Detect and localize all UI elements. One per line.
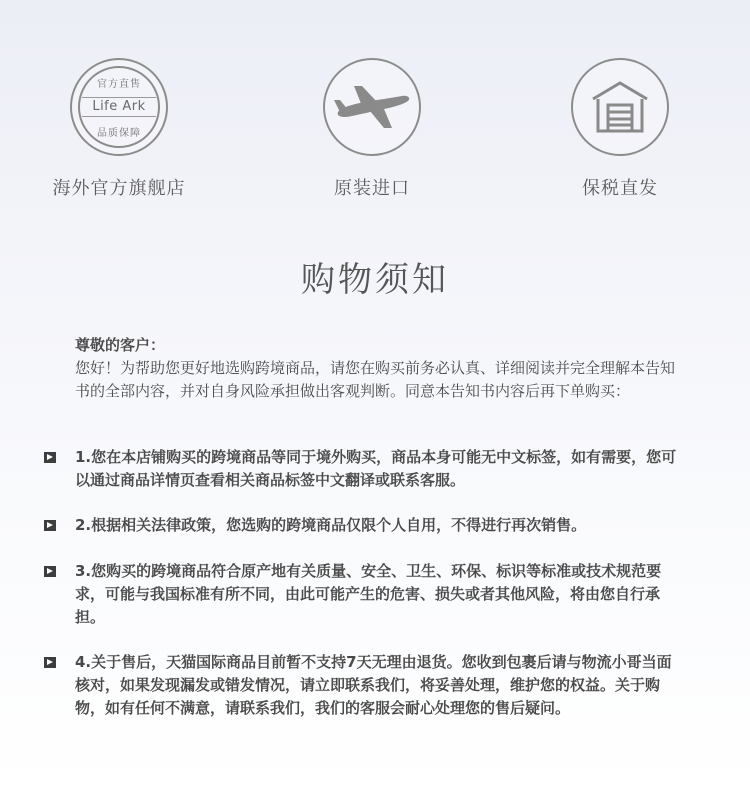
warehouse-icon: [571, 58, 669, 156]
seal-bottom-text: 品质保障: [97, 128, 141, 139]
play-bullet-icon: [44, 566, 56, 577]
play-bullet-icon: [44, 452, 56, 463]
intro-block: [75, 334, 685, 403]
play-bullet-icon: [44, 520, 56, 531]
list-item-text: 1.您在本店铺购买的跨境商品等同于境外购买，商品本身可能无中文标签，如有需要，您可以通过商品详情页查看相关商品标签中文翻译或联系客服。: [75, 448, 677, 489]
feature-label: 保税直发: [582, 178, 658, 199]
play-bullet-icon: [44, 657, 56, 668]
intro-body: 您好！为帮助您更好地选购跨境商品，请您在购买前务必认真、详细阅读并完全理解本告知书的全部内容，并对自身风险承担做出客观判断。同意本告知书内容后再下单购买：: [75, 359, 676, 400]
feature-official-store: [19, 58, 219, 200]
page-title: 购物须知: [301, 260, 449, 300]
feature-label: 海外官方旗舰店: [52, 178, 186, 199]
feature-original-import: [272, 58, 472, 200]
official-seal-icon: [70, 58, 168, 156]
airplane-icon: [323, 58, 421, 156]
list-item-text: 4.关于售后，天猫国际商品目前暂不支持7天无理由退货。您收到包裹后请与物流小哥当面核对，如果发现漏发或错发情况，请立即联系我们，将妥善处理，维护您的权益。关于购物，如有任何不满意，请联系我们，我们的客服会耐心处理您的售后疑问。: [75, 653, 672, 717]
seal-top-text: 官方直售: [97, 79, 141, 90]
feature-bonded-shipping: [520, 58, 720, 200]
seal-brand-text: Life Ark: [82, 97, 156, 117]
greeting: 尊敬的客户：: [75, 336, 166, 354]
feature-label: 原装进口: [334, 178, 410, 199]
feature-row: [0, 58, 750, 208]
list-item-text: 3.您购买的跨境商品符合原产地有关质量、安全、卫生、环保、标识等标准或技术规范要求，可能与我国标准有所不同，由此可能产生的危害、损失或者其他风险，将由您自行承担。: [75, 562, 662, 626]
list-item-text: 2.根据相关法律政策，您选购的跨境商品仅限个人自用，不得进行再次销售。: [75, 516, 587, 534]
